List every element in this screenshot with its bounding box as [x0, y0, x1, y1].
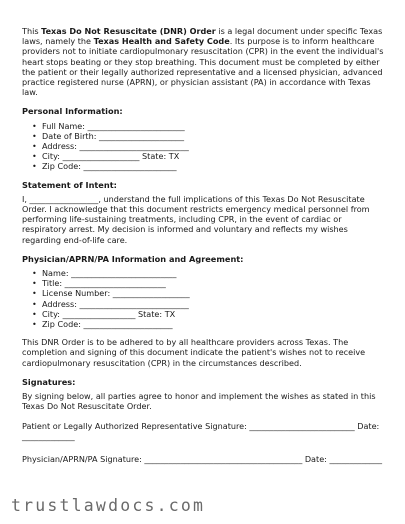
physician-heading: Physician/APRN/PA Information and Agreement: [22, 253, 244, 264]
physician-info-list [22, 268, 386, 329]
personal-zip-field[interactable]: • Zip Code: _______________________ [42, 161, 386, 171]
signatures-text: By signing below, all parties agree to honor and implement the wishes as stated in this Texas Do Not Resuscitate Order. [22, 391, 376, 412]
physician-address-field[interactable]: • Address: ___________________________ [42, 299, 386, 309]
patient-signature-line[interactable]: Patient or Legally Authorized Representative Signature: __________________________ Date: _____________ [22, 420, 380, 441]
personal-dob-field[interactable]: • Date of Birth: _____________________ [42, 131, 386, 141]
physician-title-field[interactable]: • Title: _________________________ [42, 278, 386, 288]
document-page [22, 26, 386, 477]
personal-info-list [22, 121, 386, 172]
adherence-text: This DNR Order is to be adhered to by all healthcare providers across Texas. The completion and signing of this document indicate the patient's wishes not to receive cardiopulmonary resuscitation (CPR) in the circumstances described. [22, 337, 366, 368]
signatures-heading: Signatures: [22, 376, 76, 387]
personal-full-name-field[interactable]: • Full Name: ________________________ [42, 121, 386, 131]
statement-text: I, _________________, understand the full implications of this Texas Do Not Resuscitate Order. I acknowledge that this document restricts emergency medical personnel from performing life-sustaining treatments, including CPR, in the event of cardiac or respiratory arrest. My decision is informed and voluntary and reflects my wishes regarding end-of-life care. [22, 193, 370, 245]
personal-address-field[interactable]: • Address: ___________________________ [42, 141, 386, 151]
personal-info-heading: Personal Information: [22, 106, 123, 117]
physician-zip-field[interactable]: • Zip Code: ______________________ [42, 319, 386, 329]
watermark-text: trustlawdocs.com [11, 496, 206, 515]
physician-signature-line[interactable]: Physician/APRN/PA Signature: _______________________________________ Date: _____________ [22, 453, 383, 464]
personal-city-state-field[interactable]: • City: ___________________ State: TX [42, 151, 386, 161]
statement-heading: Statement of Intent: [22, 179, 117, 190]
intro-paragraph [22, 26, 386, 97]
intro-bold-code: Texas Health and Safety Code [93, 36, 230, 47]
physician-name-field[interactable]: • Name: __________________________ [42, 268, 386, 278]
intro-bold-title: Texas Do Not Resuscitate (DNR) Order [41, 26, 216, 36]
physician-license-field[interactable]: • License Number: ___________________ [42, 288, 386, 298]
intro-text-1: This [22, 26, 42, 36]
intro-text-2: is a legal document under specific Texas laws, namely the [22, 26, 383, 47]
intro-text-3: . Its purpose is to inform healthcare providers not to initiate cardiopulmonary resuscitation (CPR) in the event the individual's heart stops beating or they stop breathing. This document must be completed by either the patient or their legally authorized representative and a licensed physician, advanced practice registered nurse (APRN), or physician assistant (PA) in accordance with Texas law. [22, 36, 384, 98]
physician-city-state-field[interactable]: • City: __________________ State: TX [42, 309, 386, 319]
